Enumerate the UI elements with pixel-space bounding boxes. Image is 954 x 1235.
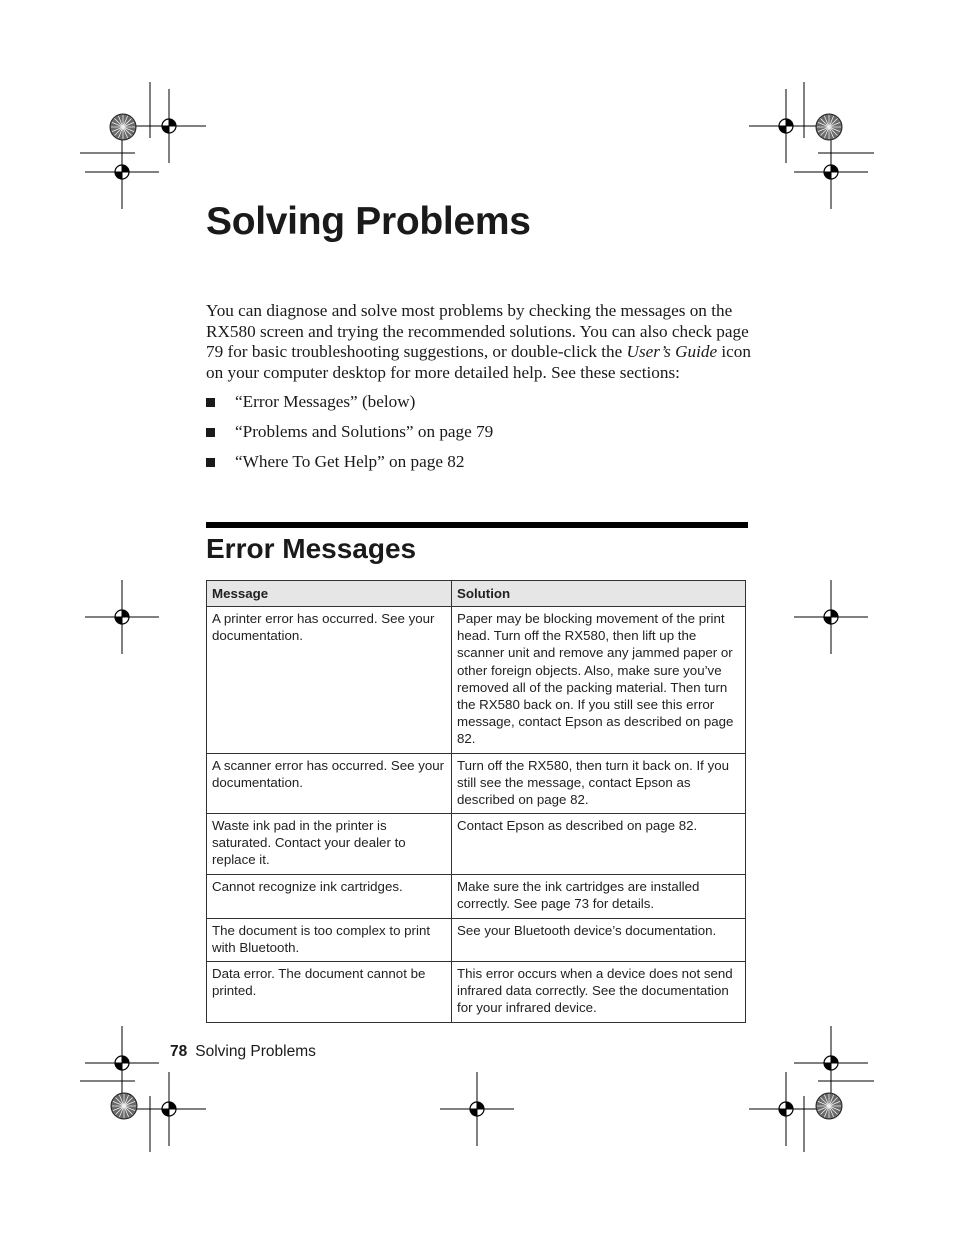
message-cell: Cannot recognize ink cartridges. [207,875,452,919]
solution-cell: Make sure the ink cartridges are installed correctly. See page 73 for details. [452,875,746,919]
solution-cell: This error occurs when a device does not send infrared data correctly. See the documentation for your infrared device. [452,962,746,1023]
message-cell: A scanner error has occurred. See your documentation. [207,754,452,814]
list-item-text: “Error Messages” (below) [235,392,416,411]
table-header-row [207,581,746,607]
bullet-square-icon [206,428,215,437]
table-row [207,814,746,875]
solution-cell: Turn off the RX580, then turn it back on. If you still see the message, contact Epson as described on page 82. [452,754,746,814]
intro-text-before: You can diagnose and solve most problems by checking the messages on the RX580 screen and trying the recommended solutions. You can also check page 79 for basic troubleshooting suggestions, or double-click the [206,301,749,361]
solution-cell: Contact Epson as described on page 82. [452,814,746,875]
message-cell: A printer error has occurred. See your documentation. [207,607,452,754]
table-row [207,962,746,1023]
table-row [207,919,746,962]
table-row [207,607,746,754]
users-guide-italic: User’s Guide [626,342,718,361]
table-row [207,875,746,919]
header-solution: Solution [452,581,746,607]
message-cell: Waste ink pad in the printer is saturated. Contact your dealer to replace it. [207,814,452,875]
section-list [206,391,493,481]
header-message: Message [207,581,452,607]
page-title: Solving Problems [206,200,531,243]
page-number: 78 [170,1043,188,1060]
list-item [206,421,493,451]
table-row [207,754,746,814]
intro-paragraph [206,301,751,383]
list-item [206,391,493,421]
list-item-text: “Where To Get Help” on page 82 [235,452,465,471]
message-cell: Data error. The document cannot be printed. [207,962,452,1023]
section-divider [206,522,748,528]
message-cell: The document is too complex to print with Bluetooth. [207,919,452,962]
list-item-text: “Problems and Solutions” on page 79 [235,422,494,441]
list-item [206,451,493,481]
section-heading: Error Messages [206,533,417,564]
solution-cell: Paper may be blocking movement of the print head. Turn off the RX580, then lift up the scanner unit and remove any jammed paper or other foreign objects. Also, make sure you’ve removed all of the packing material. Then turn the RX580 back on. If you still see this error message, contact Epson as described on page 82. [452,607,746,754]
page-footer [170,1041,316,1063]
running-title: Solving Problems [195,1043,316,1060]
intro-text-after: icon on your computer desktop for more detailed help. See these sections: [206,342,751,382]
bullet-square-icon [206,398,215,407]
error-messages-table [206,580,746,1023]
bullet-square-icon [206,458,215,467]
solution-cell: See your Bluetooth device’s documentation. [452,919,746,962]
